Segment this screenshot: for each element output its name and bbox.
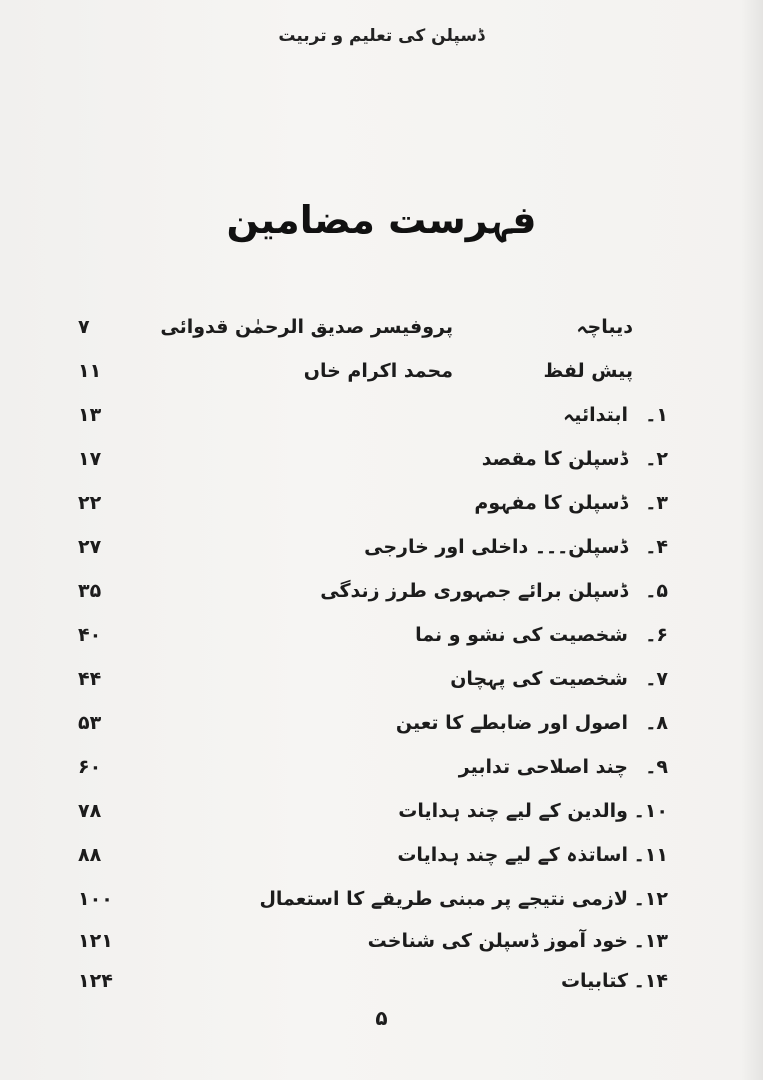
toc-entry-number: ۳۔: [645, 492, 668, 514]
toc-entry-number: ۴۔: [645, 536, 668, 558]
toc-entry-title: شخصیت کی نشو و نما: [415, 624, 628, 646]
toc-entry-title: چند اصلاحی تدابیر: [458, 756, 628, 778]
toc-entry-title: ابتدائیہ: [563, 404, 628, 426]
toc-entry: [0, 970, 763, 1004]
toc-entry-page: ۲۷: [78, 536, 102, 558]
toc-entry-number: ۲۔: [645, 448, 668, 470]
toc-entry: [0, 404, 763, 438]
toc-entry-page: ۱۳: [78, 404, 102, 426]
toc-entry-title: شخصیت کی پہچان: [450, 668, 628, 690]
toc-entry-title: اساتذہ کے لیے چند ہدایات: [397, 844, 628, 866]
toc-entry-title: دیباچہ: [576, 316, 633, 338]
toc-entry-title: ڈسپلن کا مقصد: [481, 448, 628, 470]
toc-entry: [0, 712, 763, 746]
toc-entry-number: ۱۰۔: [633, 800, 668, 822]
toc-entry-number: ۱۳۔: [633, 930, 668, 952]
toc-entry: [0, 492, 763, 526]
toc-entry-page: ۲۲: [78, 492, 102, 514]
toc-entry-number: ۱۔: [645, 404, 668, 426]
toc-entry-page: ۱۰۰: [78, 888, 113, 910]
toc-entry-author: محمد اکرام خاں: [303, 360, 453, 382]
toc-entry-page: ۷۸: [78, 800, 102, 822]
toc-entry-page: ۴۴: [78, 668, 102, 690]
toc-entry: [0, 930, 763, 964]
toc-entry-title: ڈسپلن برائے جمہوری طرز زندگی: [320, 580, 628, 602]
page-title: فہرست مضامین: [226, 198, 537, 242]
toc-entry: [0, 580, 763, 614]
toc-entry-number: ۵۔: [645, 580, 668, 602]
page-number: ۵: [375, 1006, 388, 1030]
toc-entry-page: ۱۲۴: [78, 970, 113, 992]
toc-entry-title: ڈسپلن۔۔۔ داخلی اور خارجی: [364, 536, 628, 558]
toc-entry-number: ۸۔: [645, 712, 668, 734]
toc-entry-page: ۵۳: [78, 712, 102, 734]
toc-entry: [0, 624, 763, 658]
toc-entry-title: پیش لفظ: [543, 360, 633, 382]
toc-entry-number: ۱۲۔: [633, 888, 668, 910]
toc-entry-number: ۱۴۔: [633, 970, 668, 992]
toc-entry-page: ۶۰: [78, 756, 102, 778]
toc-entry-page: ۸۸: [78, 844, 102, 866]
toc-entry-foreword: [0, 360, 763, 394]
toc-entry-number: ۱۱۔: [633, 844, 668, 866]
toc-entry-title: لازمی نتیجے پر مبنی طریقے کا استعمال: [259, 888, 628, 910]
toc-entry: [0, 888, 763, 922]
toc-entry-page: ۷: [78, 316, 90, 338]
toc-entry-number: ۹۔: [645, 756, 668, 778]
toc-entry-page: ۳۵: [78, 580, 102, 602]
toc-entry-number: ۷۔: [645, 668, 668, 690]
toc-entry: [0, 844, 763, 878]
toc-entry-number: ۶۔: [645, 624, 668, 646]
toc-entry-title: اصول اور ضابطے کا تعین: [395, 712, 628, 734]
running-header: ڈسپلن کی تعلیم و تربیت: [278, 26, 485, 46]
toc-entry-page: ۱۲۱: [78, 930, 113, 952]
toc-entry: [0, 756, 763, 790]
toc-entry-page: ۴۰: [78, 624, 102, 646]
toc-entry-author: پروفیسر صدیق الرحمٰن قدوائی: [160, 316, 453, 338]
toc-entry-title: خود آموز ڈسپلن کی شناخت: [367, 930, 628, 952]
toc-entry-page: ۱۷: [78, 448, 102, 470]
toc-entry: [0, 668, 763, 702]
toc-entry: [0, 536, 763, 570]
toc-entry-title: ڈسپلن کا مفہوم: [474, 492, 628, 514]
toc-entry: [0, 800, 763, 834]
toc-entry-page: ۱۱: [78, 360, 102, 382]
toc-entry-preface: [0, 316, 763, 350]
toc-entry: [0, 448, 763, 482]
toc-entry-title: کتابیات: [560, 970, 628, 992]
toc-entry-title: والدین کے لیے چند ہدایات: [398, 800, 628, 822]
